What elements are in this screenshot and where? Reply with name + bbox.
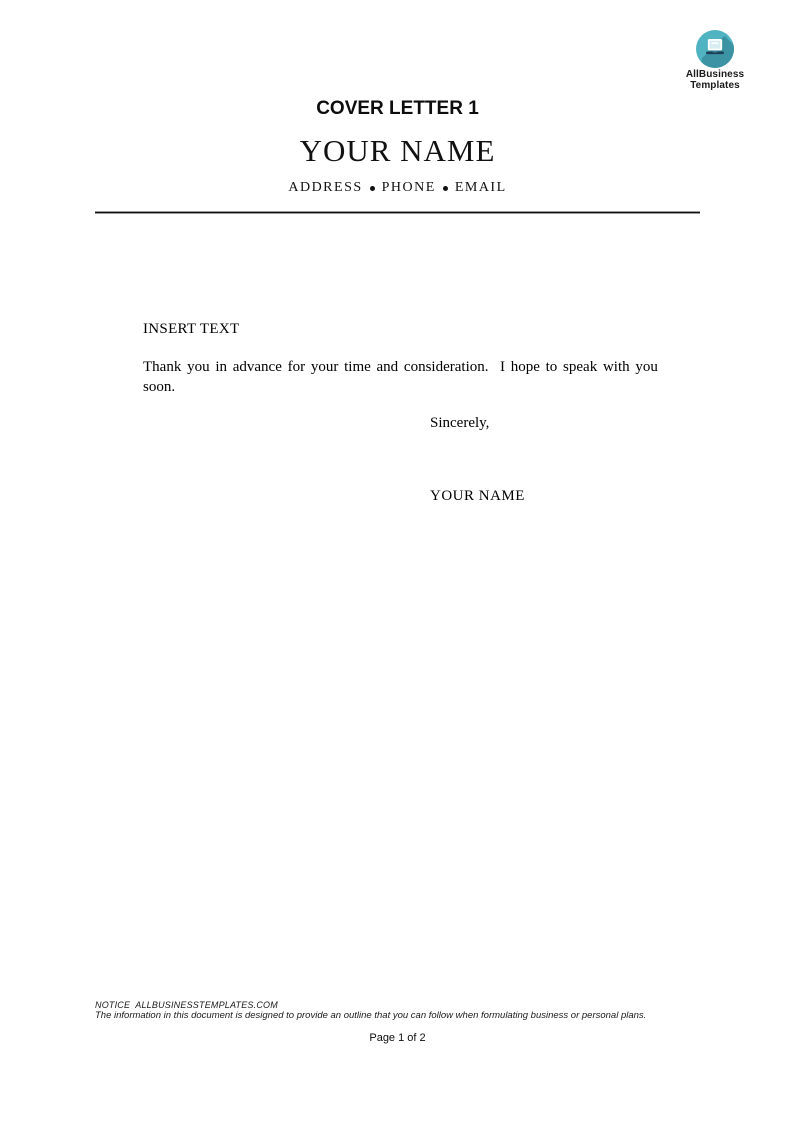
- letter-content: [95, 0, 700, 1122]
- document-title: COVER LETTER 1: [316, 98, 479, 119]
- contact-address: ADDRESS: [288, 180, 363, 195]
- laptop-icon: [696, 30, 734, 68]
- bullet-separator-icon: [443, 186, 448, 191]
- letterhead-divider-rule: [95, 211, 700, 214]
- page-footer: [95, 1000, 700, 1021]
- footer-notice: NOTICE ALLBUSINESSTEMPLATES.COM: [95, 1000, 278, 1010]
- contact-info-line: [95, 178, 700, 198]
- insert-text-placeholder: INSERT TEXT: [143, 321, 240, 337]
- page-number: Page 1 of 2: [369, 1032, 426, 1044]
- letterhead-name: YOUR NAME: [299, 133, 496, 168]
- valediction: Sincerely,: [430, 415, 490, 431]
- closing-paragraph: Thank you in advance for your time and consideration. I hope to speak with you soon.: [143, 359, 664, 395]
- contact-email: EMAIL: [454, 180, 507, 195]
- brand-name-line1: AllBusiness: [685, 69, 745, 80]
- contact-phone: PHONE: [381, 180, 436, 195]
- footer-disclaimer: The information in this document is designed to provide an outline that you can follow when formulating business or personal plans.: [95, 1010, 647, 1021]
- signature-name: YOUR NAME: [430, 488, 525, 504]
- brand-name-line2: Templates: [690, 79, 740, 91]
- bullet-separator-icon: [370, 186, 375, 191]
